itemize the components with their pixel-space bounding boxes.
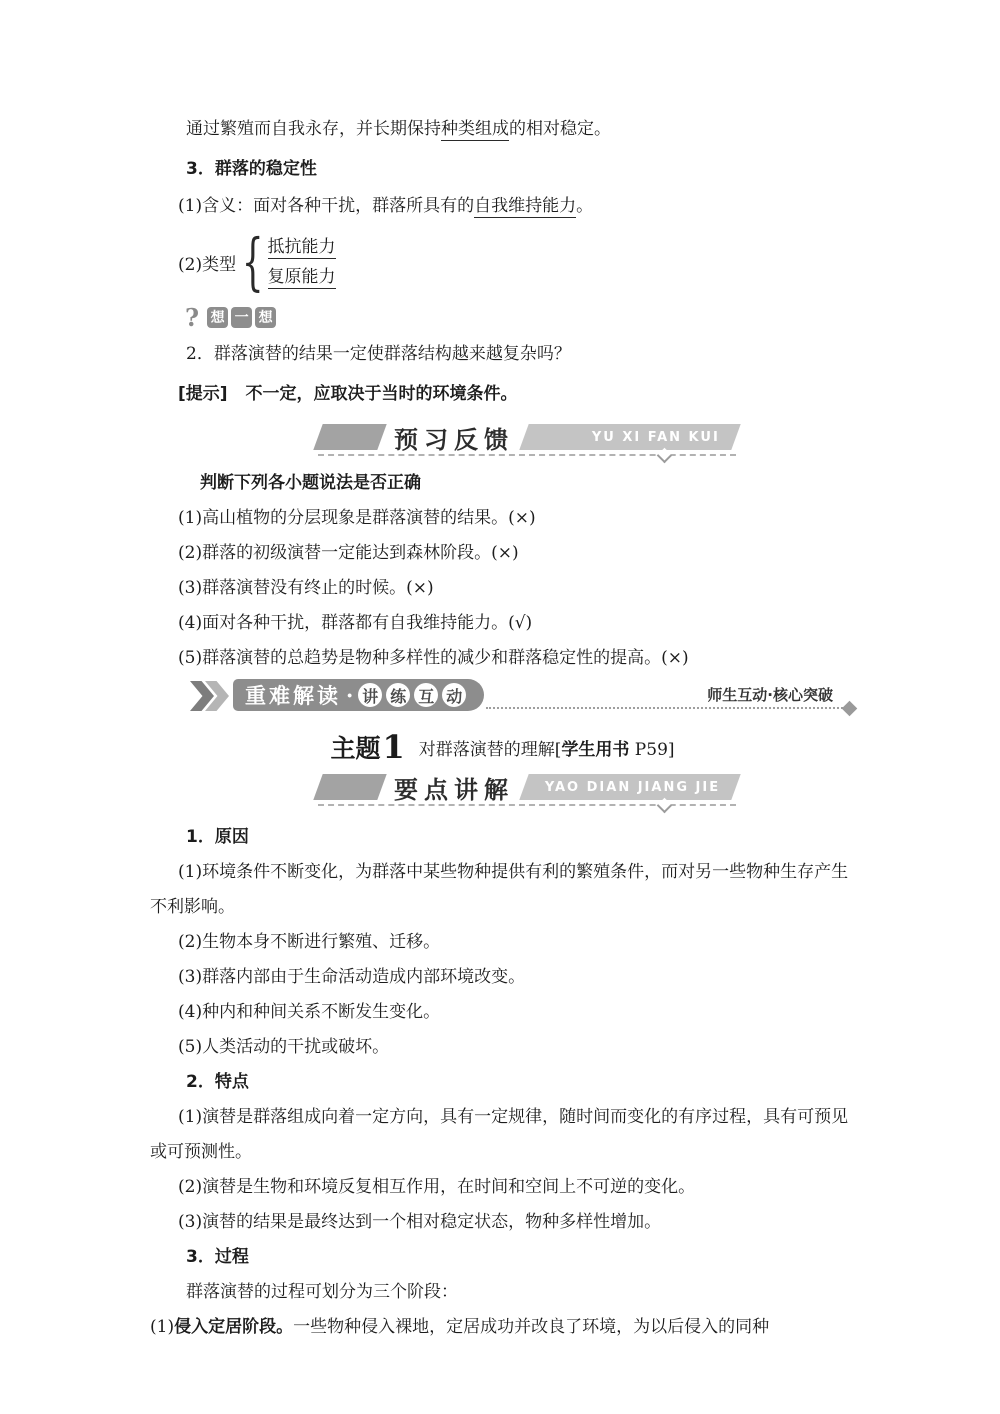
circle-char-icon: 互 [414, 683, 438, 707]
cause-item: (1)环境条件不断变化，为群落中某些物种提供有利的繁殖条件，而对另一些物种生存产生不利影响。 [150, 862, 849, 917]
hint-paragraph [150, 383, 855, 405]
pinyin-text: YU XI FAN KUI [592, 429, 720, 445]
type-brace-block [178, 225, 855, 298]
type-items [268, 232, 336, 292]
banner-right-area [484, 679, 855, 713]
stage-bold-lead: 侵入定居阶段。 [174, 1317, 294, 1337]
book-ref-open: [ [554, 740, 562, 760]
think-box-icon: 想 [255, 307, 276, 328]
main-explanation [150, 820, 855, 1345]
check-item: (4)面对各种干扰，群落都有自我维持能力。(√) [178, 613, 533, 633]
meaning-text-post: 。 [576, 196, 594, 216]
topic-line [150, 729, 855, 765]
dashed-divider [318, 454, 736, 456]
meaning-text-pre: (1)含义：面对各种干扰，群落所具有的 [178, 196, 475, 216]
stage-text: 一些物种侵入裸地，定居成功并改良了环境，为以后侵入的同种 [293, 1317, 770, 1337]
meaning-underlined-answer: 自我维持能力 [474, 196, 577, 216]
type-item [268, 262, 336, 292]
banner-row [318, 773, 736, 804]
check-item: (5)群落演替的总趋势是物种多样性的减少和群落稳定性的提高。(×) [178, 648, 689, 668]
book-ref-page: P59] [629, 740, 675, 760]
keypoints-banner [318, 773, 736, 806]
book-ref-name: 学生用书 [561, 740, 630, 760]
question-mark-icon: ? [185, 302, 200, 332]
pinyin-band [519, 774, 740, 800]
key-analysis-banner [190, 679, 855, 719]
preview-feedback-banner [318, 423, 736, 456]
cause-item: (5)人类活动的干扰或破坏。 [178, 1037, 390, 1057]
cause-item: (3)群落内部由于生命活动造成内部环境改变。 [178, 967, 526, 987]
cause-heading: 1．原因 [186, 827, 249, 847]
think-box-icon: 一 [231, 307, 252, 328]
type-item [268, 232, 336, 262]
topic-label: 主题 [330, 734, 381, 763]
cause-item: (4)种内和种间关系不断发生变化。 [178, 1002, 441, 1022]
feature-item: (1)演替是群落组成向着一定方向，具有一定规律，随时间而变化的有序过程，具有可预见或可预测性。 [150, 1107, 849, 1162]
banner-bar [233, 679, 484, 711]
topic-title: 对群落演替的理解 [418, 740, 555, 760]
check-item: (1)高山植物的分层现象是群落演替的结果。(×) [178, 508, 536, 528]
pinyin-band [519, 424, 740, 450]
check-item: (3)群落演替没有终止的时候。(×) [178, 578, 434, 598]
parallelogram-icon [313, 774, 386, 800]
check-heading: 判断下列各小题说法是否正确 [200, 473, 421, 493]
think-icon-row [185, 302, 855, 332]
think-box-icon: 想 [207, 307, 228, 328]
intro-text-post: 的相对稳定。 [509, 119, 611, 139]
dotted-divider [486, 707, 843, 709]
dot-separator: · [346, 682, 354, 708]
topic-number: 1 [382, 728, 405, 766]
check-item: (2)群落的初级演替一定能达到森林阶段。(×) [178, 543, 519, 563]
intro-underlined-answer: 种类组成 [441, 119, 509, 139]
type-label: (2)类型 [178, 254, 237, 275]
brace-icon: { [241, 225, 264, 298]
stability-heading: 3．群落的稳定性 [186, 159, 317, 179]
stage-prefix: (1) [150, 1317, 175, 1337]
type-item-answer: 复原能力 [267, 267, 336, 287]
key-analysis-title: 重难解读 [245, 684, 341, 708]
hint-label: [提示] [178, 384, 228, 404]
diamond-icon [842, 701, 858, 717]
stability-meaning-paragraph [150, 195, 855, 217]
preview-feedback-title: 预习反馈 [394, 425, 514, 454]
hint-text: 不一定，应取决于当时的环境条件。 [245, 384, 518, 404]
process-stage-paragraph [150, 1310, 855, 1345]
keypoints-title: 要点讲解 [394, 775, 514, 804]
think-question: 2．群落演替的结果一定使群落结构越来越复杂吗？ [186, 344, 571, 364]
intro-text-pre: 通过繁殖而自我永存，并长期保持 [186, 119, 441, 139]
type-item-answer: 抵抗能力 [267, 237, 336, 257]
parallelogram-icon [313, 424, 386, 450]
banner-caption: 师生互动·核心突破 [707, 686, 833, 704]
feature-item: (2)演替是生物和环境反复相互作用，在时间和空间上不可逆的变化。 [178, 1177, 696, 1197]
process-intro: 群落演替的过程可划分为三个阶段： [186, 1282, 458, 1302]
banner-row [318, 423, 736, 454]
dashed-divider [318, 804, 736, 806]
cause-item: (2)生物本身不断进行繁殖、迁移。 [178, 932, 441, 952]
intro-paragraph [150, 118, 855, 140]
circle-char-icon: 练 [386, 683, 410, 707]
pinyin-text: YAO DIAN JIANG JIE [544, 779, 720, 795]
feature-heading: 2．特点 [186, 1072, 249, 1092]
feature-item: (3)演替的结果是最终达到一个相对稳定状态，物种多样性增加。 [178, 1212, 662, 1232]
circle-char-icon: 动 [442, 683, 466, 707]
circle-char-icon: 讲 [358, 683, 382, 707]
process-heading: 3．过程 [186, 1247, 249, 1267]
